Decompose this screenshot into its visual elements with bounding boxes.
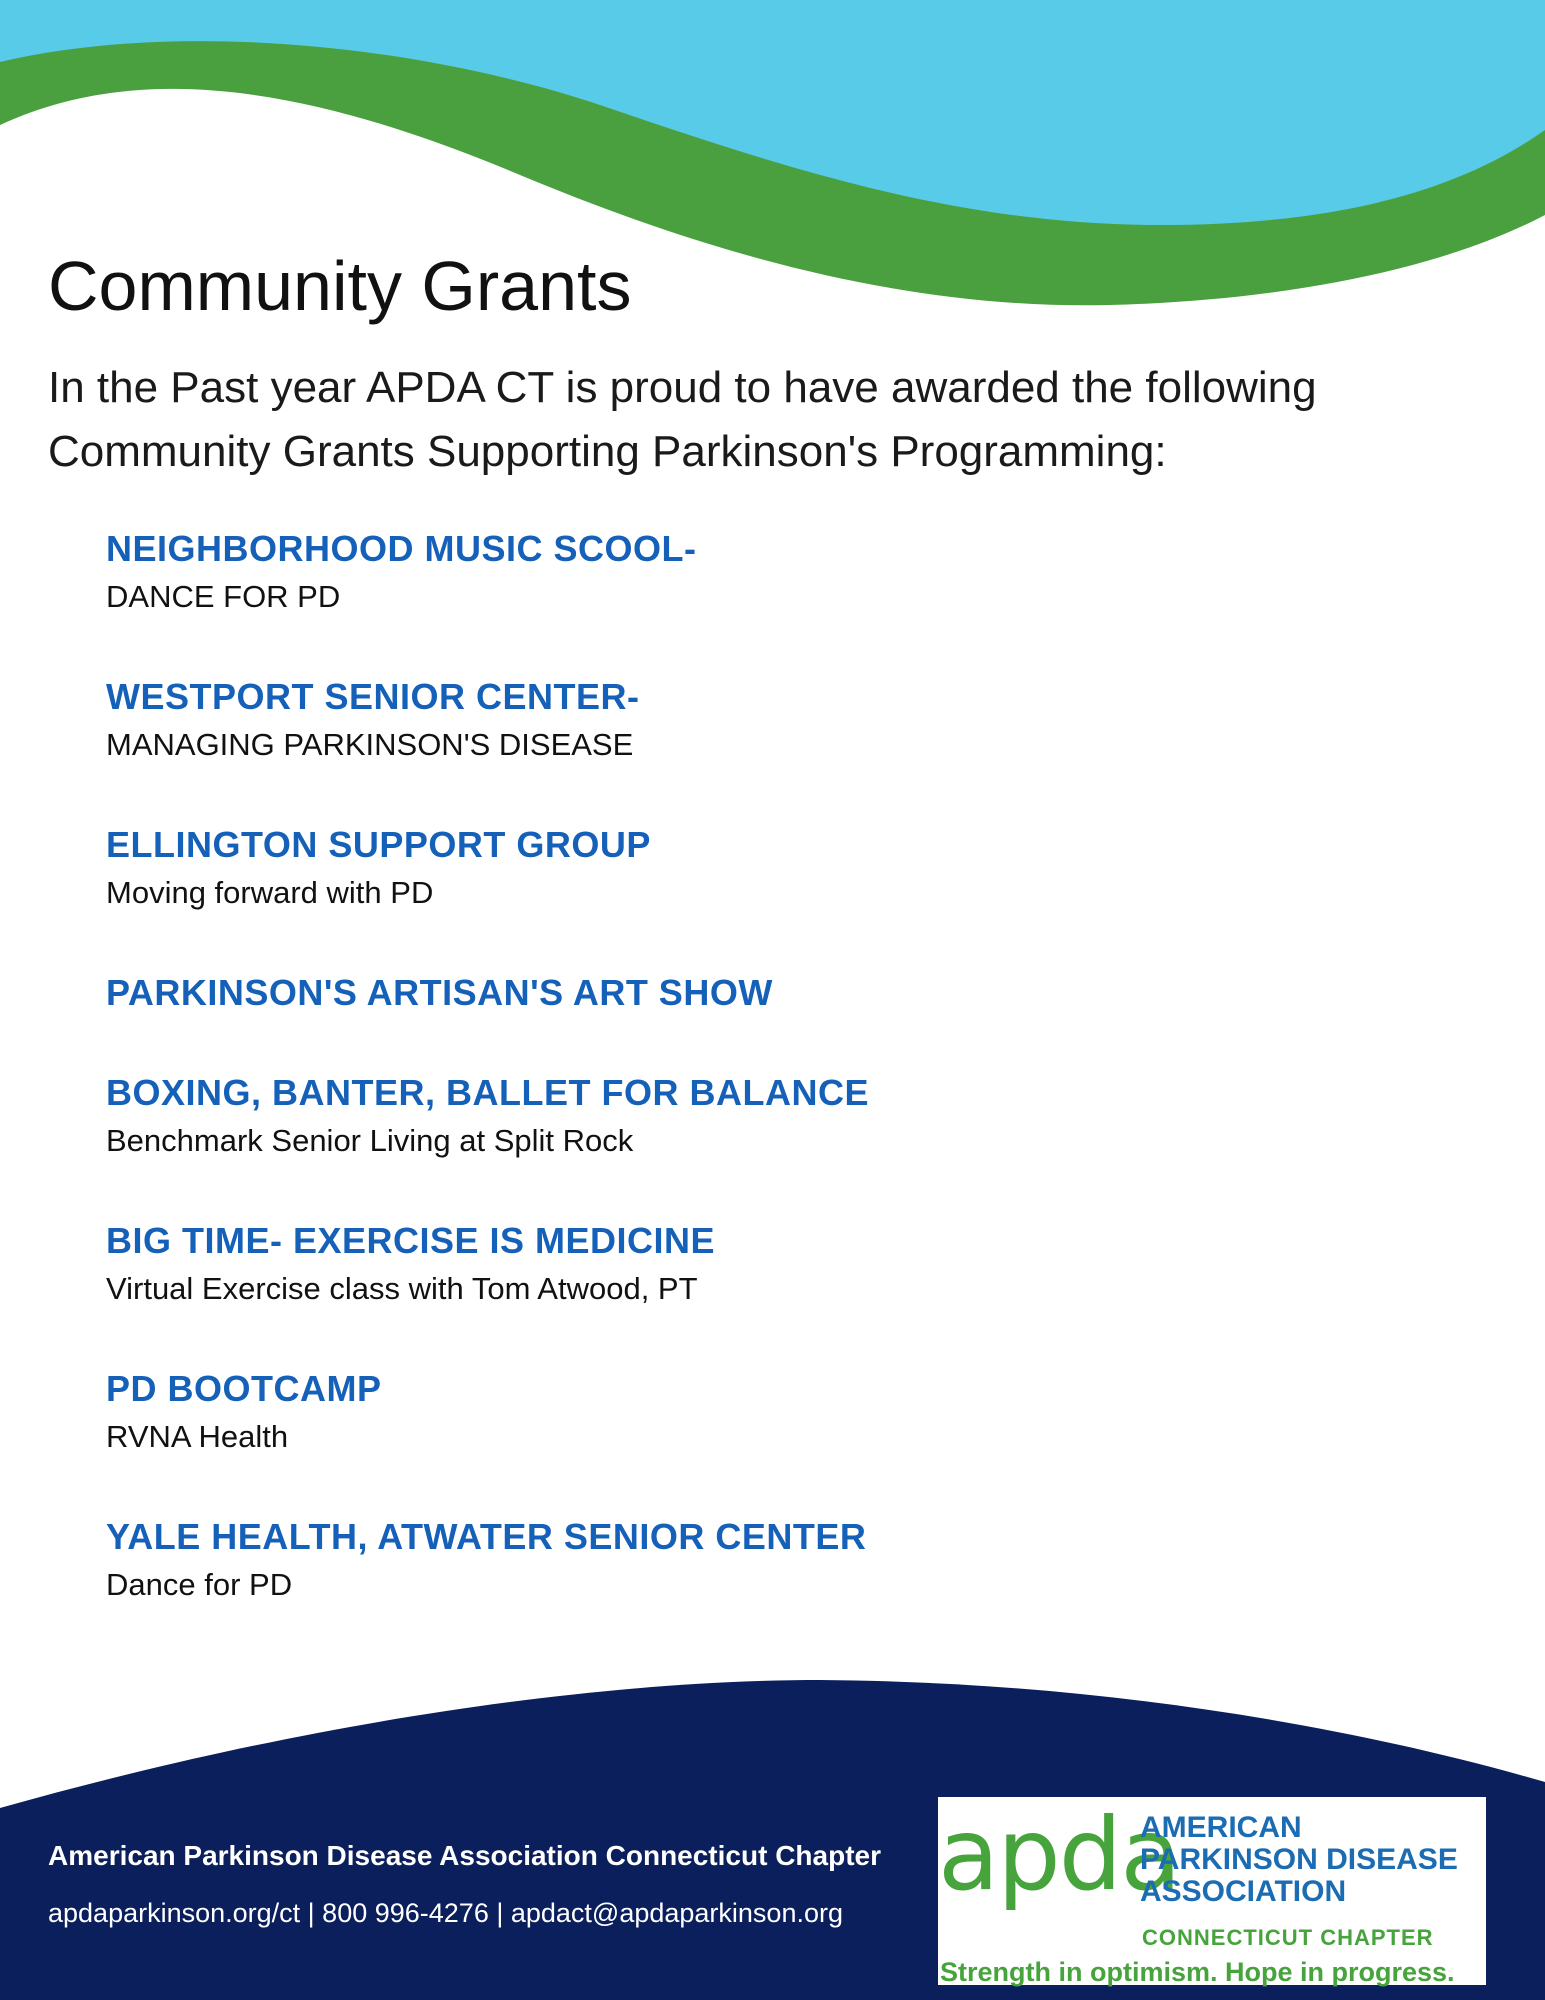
intro-text: In the Past year APDA CT is proud to have awarded the following Community Grants Supporting Parkinson's Programming:: [48, 363, 1317, 476]
logo-line-parkinson: PARKINSON DISEASE: [1140, 1843, 1458, 1876]
grant-detail: DANCE FOR PD: [106, 579, 341, 614]
grant-item: [106, 673, 1306, 821]
footer-org-name: American Parkinson Disease Association Connecticut Chapter: [48, 1840, 881, 1871]
grant-name: ELLINGTON SUPPORT GROUP: [106, 824, 651, 865]
grant-item: [106, 1217, 1306, 1365]
grant-name: WESTPORT SENIOR CENTER-: [106, 676, 640, 717]
grant-item: [106, 821, 1306, 969]
logo-line-american: AMERICAN: [1140, 1811, 1302, 1844]
grant-item: [106, 1365, 1306, 1513]
apda-logo: [938, 1797, 1486, 1985]
grant-item: [106, 1069, 1306, 1217]
logo-tagline: Strength in optimism. Hope in progress.: [940, 1957, 1455, 1987]
grant-item: [106, 969, 1306, 1069]
grant-detail: MANAGING PARKINSON'S DISEASE: [106, 727, 634, 762]
page-title: Community Grants: [48, 247, 632, 325]
grant-name: NEIGHBORHOOD MUSIC SCOOL-: [106, 528, 697, 569]
grant-name: PARKINSON'S ARTISAN'S ART SHOW: [106, 972, 773, 1013]
grant-name: BIG TIME- EXERCISE IS MEDICINE: [106, 1220, 716, 1261]
grant-name: YALE HEALTH, ATWATER SENIOR CENTER: [106, 1516, 867, 1557]
grant-detail: Benchmark Senior Living at Split Rock: [106, 1123, 634, 1158]
logo-line-association: ASSOCIATION: [1140, 1875, 1347, 1908]
grant-item: [106, 1513, 1306, 1661]
grant-detail: Dance for PD: [106, 1567, 293, 1602]
grant-item: [106, 525, 1306, 673]
apda-logo-mark: apda: [938, 1796, 1180, 1913]
grant-detail: Moving forward with PD: [106, 875, 434, 910]
grant-detail: Virtual Exercise class with Tom Atwood, PT: [106, 1271, 698, 1306]
grant-name: BOXING, BANTER, BALLET FOR BALANCE: [106, 1072, 869, 1113]
logo-chapter: CONNECTICUT CHAPTER: [1142, 1925, 1434, 1950]
footer-contact-info: apdaparkinson.org/ct | 800 996-4276 | apdact@apdaparkinson.org: [48, 1898, 843, 1928]
grant-list: [106, 525, 1306, 1661]
grant-detail: RVNA Health: [106, 1419, 289, 1454]
grant-name: PD BOOTCAMP: [106, 1368, 382, 1409]
